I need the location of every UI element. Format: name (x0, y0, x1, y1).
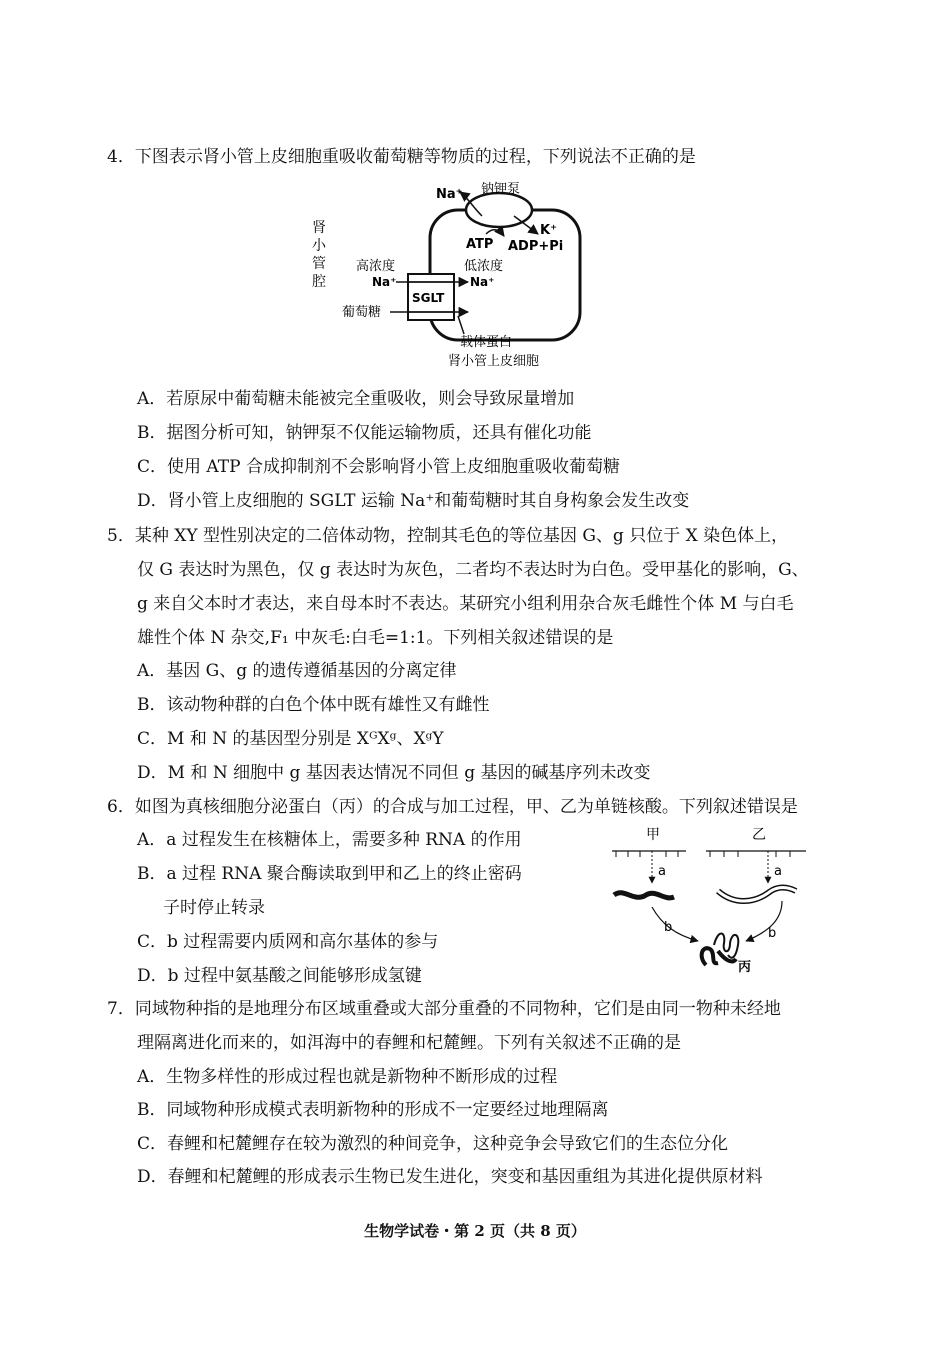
cell-label: 肾小管上皮细胞 (448, 354, 540, 369)
q6-option-b: B．a 过程 RNA 聚合酶读取到甲和乙上的终止密码 (137, 864, 522, 884)
q5-stem-line-1: 5．某种 XY 型性别决定的二倍体动物，控制其毛色的等位基因 G、g 只位于 X 染色体上， (107, 526, 789, 546)
q6-option-c: C．b 过程需要内质网和高尔基体的参与 (137, 932, 439, 952)
na-left-label: Na⁺ (372, 275, 397, 289)
na-top-label: Na⁺ (436, 187, 463, 202)
atp-label: ATP (466, 237, 494, 252)
q5-stem-line-2: 仅 G 表达时为黑色，仅 g 表达时为灰色，二者均不表达时为白色。受甲基化的影响，G、 (137, 560, 809, 580)
low-conc-label: 低浓度 (464, 259, 504, 274)
q5-option-a: A．基因 G、g 的遗传遵循基因的分离定律 (137, 661, 457, 681)
b1-label: b (664, 920, 673, 935)
q5-option-c: C．M 和 N 的基因型分别是 XᴳXᵍ、XᵍY (137, 729, 444, 749)
q7-stem-line-1: 7．同域物种指的是地理分布区域重叠或大部分重叠的不同物种，它们是由同一物种未经地 (107, 999, 781, 1019)
q7-option-c: C．春鲤和杞麓鲤存在较为激烈的种间竞争，这种竞争会导致它们的生态位分化 (137, 1134, 729, 1154)
strand-jia (614, 893, 674, 898)
q6-option-d: D．b 过程中氨基酸之间能够形成氢键 (137, 966, 422, 986)
pump-label: 钠钾泵 (481, 182, 521, 197)
q6-option-b-cont: 子时停止转录 (163, 898, 265, 918)
lumen-char-1: 肾 (312, 220, 326, 236)
carrier-label: 载体蛋白 (460, 335, 513, 350)
q7-option-a: A．生物多样性的形成过程也就是新物种不断形成的过程 (137, 1067, 558, 1087)
q5-stem-line-4: 雄性个体 N 杂交,F₁ 中灰毛:白毛=1:1。下列相关叙述错误的是 (137, 628, 614, 648)
q6-option-a: A．a 过程发生在核糖体上，需要多种 RNA 的作用 (137, 830, 522, 850)
q7-stem-line-2: 理隔离进化而来的，如洱海中的春鲤和杞麓鲤。下列有关叙述不正确的是 (137, 1033, 681, 1053)
q5-option-d: D．M 和 N 细胞中 g 基因表达情况不同但 g 基因的碱基序列未改变 (137, 763, 651, 783)
na-right-label: Na⁺ (470, 275, 495, 289)
q7-option-b: B．同域物种形成模式表明新物种的形成不一定要经过地理隔离 (137, 1100, 609, 1120)
q4-option-a: A．若原尿中葡萄糖未能被完全重吸收，则会导致尿量增加 (137, 389, 575, 409)
q4-option-d: D．肾小管上皮细胞的 SGLT 运输 Na⁺和葡萄糖时其自身构象会发生改变 (137, 491, 690, 511)
protein-bing (702, 934, 739, 966)
a2-label: a (774, 864, 782, 879)
q5-option-b: B．该动物种群的白色个体中既有雄性又有雌性 (137, 695, 490, 715)
sglt-label: SGLT (412, 291, 445, 305)
q7-option-d: D．春鲤和杞麓鲤的形成表示生物已发生进化，突变和基因重组为其进化提供原材料 (137, 1167, 763, 1187)
q6-stem: 6．如图为真核细胞分泌蛋白（丙）的合成与加工过程，甲、乙为单链核酸。下列叙述错误是 (107, 797, 798, 817)
k-label: K⁺ (540, 223, 557, 238)
q4-stem: 4．下图表示肾小管上皮细胞重吸收葡萄糖等物质的过程，下列说法不正确的是 (107, 147, 696, 167)
q4-option-b: B．据图分析可知，钠钾泵不仅能运输物质，还具有催化功能 (137, 423, 592, 443)
yi-label: 乙 (752, 827, 766, 843)
q4-diagram (300, 176, 600, 372)
a1-label: a (658, 864, 666, 879)
b2-label: b (768, 926, 777, 941)
high-conc-label: 高浓度 (356, 259, 396, 274)
lumen-char-2: 小 (312, 238, 326, 254)
q5-stem-line-3: g 来自父本时才表达，来自母本时不表达。某研究小组利用杂合灰毛雌性个体 M 与白毛 (137, 594, 794, 614)
adp-label: ADP+Pi (508, 239, 564, 254)
lumen-char-3: 管 (312, 256, 326, 272)
jia-label: 甲 (646, 827, 660, 843)
bing-label: 丙 (738, 960, 752, 975)
page-footer: 生物学试卷・第 2 页（共 8 页） (364, 1222, 586, 1240)
q6-diagram (606, 825, 842, 977)
lumen-char-4: 腔 (312, 274, 326, 290)
glucose-label: 葡萄糖 (342, 305, 382, 320)
q4-option-c: C．使用 ATP 合成抑制剂不会影响肾小管上皮细胞重吸收葡萄糖 (137, 457, 620, 477)
